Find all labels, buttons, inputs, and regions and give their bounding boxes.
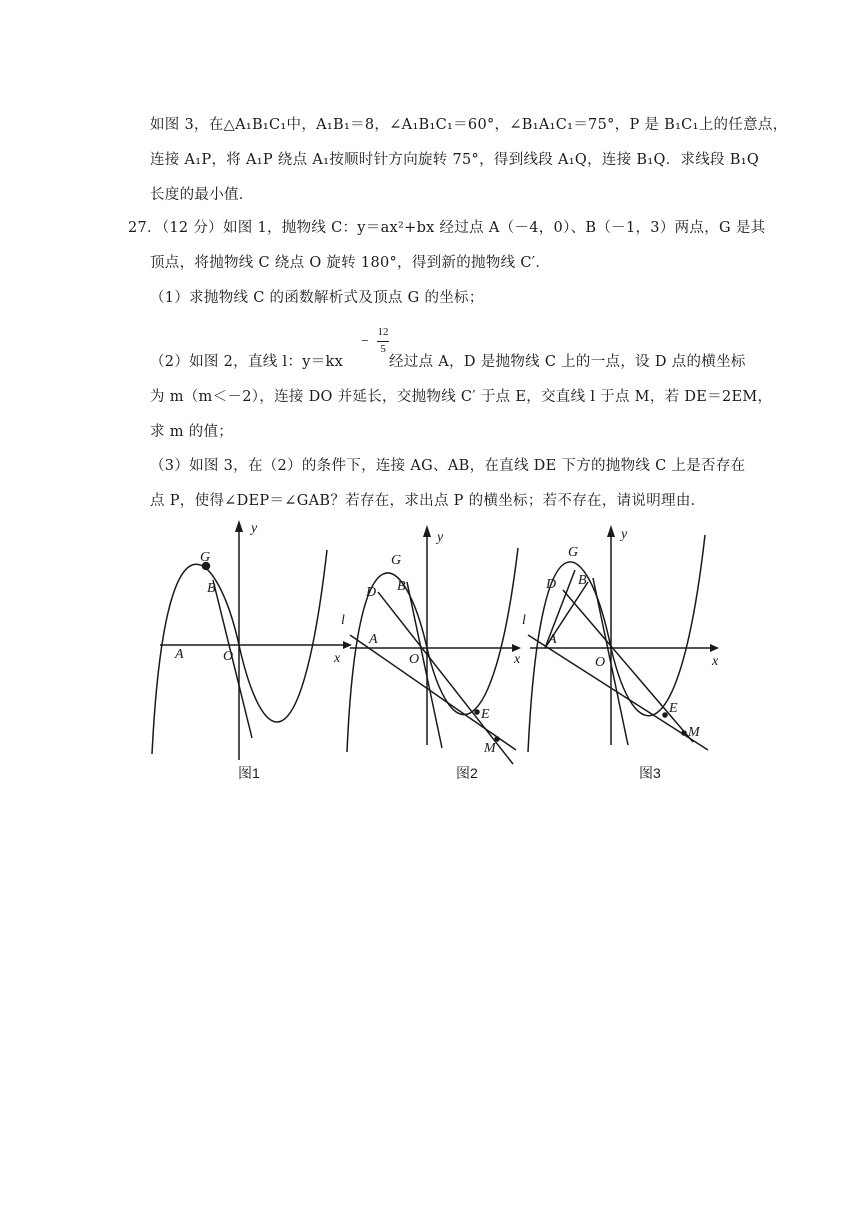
label-x: x	[712, 654, 719, 669]
label-g: G	[391, 553, 402, 568]
text-line-3: 长度的最小值．	[150, 187, 254, 203]
line-l	[350, 635, 516, 750]
label-o: O	[223, 649, 234, 664]
label-x: x	[514, 652, 521, 667]
figure-3	[522, 525, 719, 781]
fraction-denominator: 5	[380, 343, 386, 355]
text-line-2: 连接 A₁P，将 A₁P 绕点 A₁按顺时针方向旋转 75°，得到线段 A₁Q，连接 B₁Q．求线段 B₁Q	[150, 152, 760, 168]
caption-fig-1: 图1	[238, 765, 260, 781]
line-l	[528, 635, 708, 750]
label-y: y	[621, 527, 628, 542]
subquestion-2-cont: 经过点 A，D 是抛物线 C 上的一点，设 D 点的横坐标	[389, 354, 746, 370]
label-m: M	[688, 725, 700, 740]
label-b: B	[397, 579, 406, 594]
question-27-header: 27．（12 分）如图 1，抛物线 C：y＝ax²+bx 经过点 A（－4，0）、B（－1，3）两点，G 是其	[128, 220, 766, 236]
figures-area	[0, 510, 865, 830]
label-l: l	[341, 613, 345, 628]
label-a: A	[175, 647, 184, 662]
figure-1	[152, 520, 352, 781]
fraction-numerator: 12	[377, 326, 389, 338]
point-m	[682, 731, 686, 735]
text-line-1: 如图 3，在△A₁B₁C₁中，A₁B₁＝8，∠A₁B₁C₁＝60°，∠B₁A₁C₁＝75°，P 是 B₁C₁上的任意点，	[150, 117, 788, 133]
subquestion-1: （1）求抛物线 C 的函数解析式及顶点 G 的坐标；	[150, 290, 484, 306]
label-a: A	[369, 632, 378, 647]
figure-2	[341, 525, 521, 781]
question-27-line-2: 顶点，将抛物线 C 绕点 O 旋转 180°，得到新的抛物线 C′．	[150, 255, 551, 271]
fraction-bar	[377, 341, 389, 342]
label-y: y	[437, 530, 444, 545]
caption-fig-2: 图2	[456, 765, 478, 781]
subquestion-3-line-2: 点 P，使得∠DEP＝∠GAB？若存在，求出点 P 的横坐标；若不存在，请说明理由．	[150, 493, 706, 509]
label-a: A	[548, 632, 557, 647]
caption-fig-3: 图3	[639, 765, 661, 781]
label-d: D	[366, 585, 377, 600]
parabola-c-prime	[611, 535, 705, 716]
y-arrow	[235, 520, 243, 532]
subquestion-2-line-3: 求 m 的值；	[150, 424, 234, 440]
point-e	[475, 710, 479, 714]
label-m: M	[484, 741, 496, 756]
y-arrow	[423, 525, 431, 537]
x-arrow	[710, 644, 719, 652]
subquestion-2-start: （2）如图 2，直线 l：y＝kx	[150, 354, 344, 370]
label-d: D	[546, 577, 557, 592]
label-x: x	[334, 651, 341, 666]
label-o: O	[409, 652, 420, 667]
x-arrow	[512, 644, 521, 652]
label-y: y	[251, 521, 258, 536]
label-b: B	[578, 573, 587, 588]
fraction-sign: −	[361, 334, 369, 349]
y-arrow	[607, 525, 615, 537]
line-de	[563, 590, 693, 742]
parabola-c-prime	[427, 548, 518, 715]
subquestion-3: （3）如图 3，在（2）的条件下，连接 AG、AB，在直线 DE 下方的抛物线 C 上是否存在	[150, 458, 746, 474]
label-g: G	[568, 545, 579, 560]
parabola-c-prime	[239, 550, 327, 722]
label-l: l	[522, 613, 526, 628]
label-b: B	[207, 581, 216, 596]
label-o: O	[595, 655, 606, 670]
label-g: G	[200, 550, 211, 565]
label-e: E	[669, 701, 678, 716]
point-e	[663, 713, 667, 717]
label-e: E	[481, 707, 490, 722]
subquestion-2-line-2: 为 m（m＜－2），连接 DO 并延长，交抛物线 C′ 于点 E，交直线 l 于点 M，若 DE＝2EM，	[150, 389, 773, 405]
